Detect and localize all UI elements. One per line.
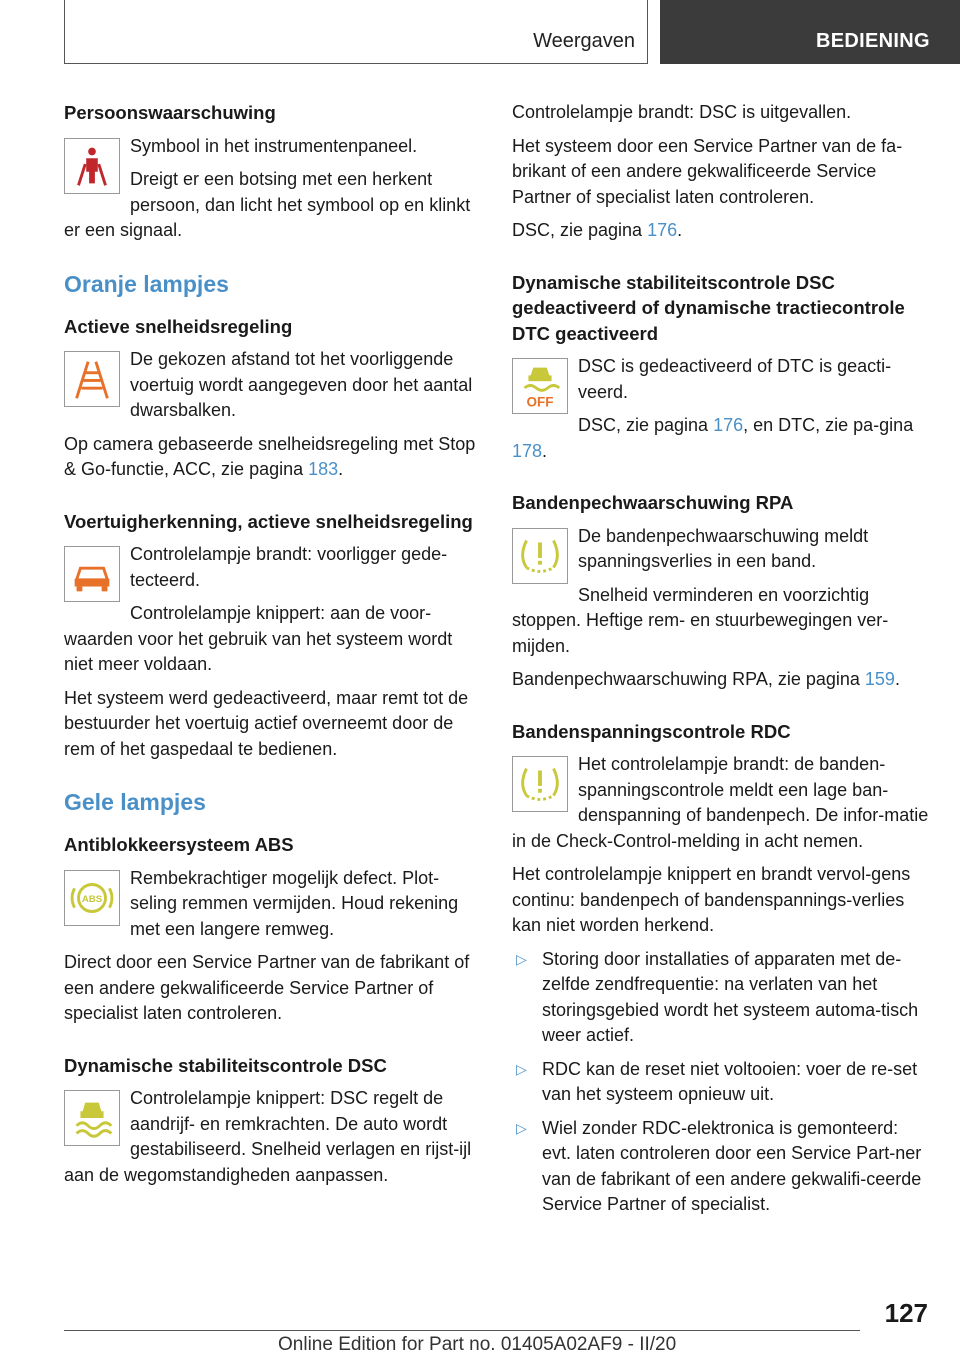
acc-text-2: Op camera gebaseerde snelheidsregeling met Stop & Go-functie, ACC, zie pagina 183. (64, 433, 476, 479)
triangle-bullet-icon: ▷ (516, 950, 527, 967)
right-column (512, 100, 930, 1226)
page-link-159[interactable]: 159 (864, 669, 895, 689)
rpa-text-3: Bandenpechwaarschuwing RPA, zie pagina 159. (512, 669, 900, 689)
oranje-heading: Oranje lampjes (64, 270, 229, 297)
list-item: ▷ Storing door installaties of apparaten met de‐zelfde zendfrequentie: na verlaten van het storingsgebied wordt het systeem automa‐tisch weer actief. (516, 948, 919, 1045)
page-header (0, 0, 960, 66)
dsc-ref-text: DSC, zie pagina 176. (512, 220, 683, 240)
rpa-heading: Bandenpechwaarschuwing RPA (512, 492, 794, 513)
acc-heading: Actieve snelheidsregeling (64, 315, 293, 337)
page-link-183[interactable]: 183 (308, 459, 339, 479)
footer-divider (64, 1330, 860, 1331)
acc-text-1: De gekozen afstand tot het voorliggende voertuig wordt aangegeven door het aantal dwarsbalken. (130, 349, 473, 420)
header-section-box (64, 0, 648, 64)
gele-heading: Gele lampjes (64, 789, 206, 815)
person-warning-icon (64, 138, 120, 194)
dscoff-text-2: DSC, zie pagina 176, en DTC, zie pa‐gina 178. (512, 415, 914, 461)
list-item: ▷ Wiel zonder RDC-elektronica is gemonteerd: evt. laten controleren door een Service Part‐ner van de fabrikant of een andere gekwalifi‐ceerde Service Partner of specialist. (516, 1117, 922, 1214)
vehicle-detected-icon (64, 546, 120, 602)
voertuig-heading: Voertuigherkenning, actieve snelheidsregeling (64, 510, 473, 532)
dscoff-text-1: DSC is gedeactiveerd of DTC is geacti‐veerd. (578, 356, 892, 402)
abs-text-1: Rembekrachtiger mogelijk defect. Plot‐seling remmen vermijden. Houd rekening met een langere remweg. (130, 867, 459, 939)
svg-text:OFF: OFF (526, 394, 554, 410)
dsc-icon (64, 1090, 120, 1146)
page-number: 127 (884, 1298, 928, 1328)
footer-edition: Online Edition for Part no. 01405A02AF9 - II/20 (278, 1334, 677, 1355)
abs-text-2: Direct door een Service Partner van de fabrikant of een andere gekwalificeerde Service Partner of specialist laten controleren. (64, 952, 470, 1023)
voertuig-text-3: Het systeem werd gedeactiveerd, maar remt tot de bestuurder het voertuig actief overneemt door de rem of het gaspedaal te bedienen. (64, 687, 469, 759)
persoon-text-2: Dreigt er een botsing met een herkent persoon, dan licht het symbool op en klinkt er een signaal. (64, 169, 471, 240)
abs-heading: Antiblokkeersysteem ABS (64, 834, 294, 855)
persoon-text-1: Symbool in het instrumentenpaneel. (130, 135, 418, 156)
rdc-text-2: Het controlelampje knippert en brandt vervol‐gens continu: bandenpech of bandenspannings‐verlies kan niet worden herkend. (512, 864, 911, 935)
rdc-heading: Bandenspanningscontrole RDC (512, 720, 791, 742)
left-column (64, 100, 482, 1196)
page-link-176[interactable]: 176 (647, 220, 678, 240)
rdc-list (512, 947, 930, 1218)
svg-text:ABS: ABS (81, 893, 103, 905)
tire-pressure-icon (512, 756, 568, 812)
header-section-title: Weergaven (533, 30, 635, 52)
rpa-text-1: De bandenpechwaarschuwing meldt spanningsverlies in een band. (578, 525, 869, 571)
dsc-fail-text-2: Het systeem door een Service Partner van de fa‐brikant of een andere gekwalificeerde Service Partner of specialist laten controleren. (512, 135, 903, 207)
voertuig-text-2: Controlelampje knippert: aan de voor‐waarden voor het gebruik van het systeem wordt niet meer voldaan. (64, 603, 453, 674)
tire-pressure-icon (512, 528, 568, 584)
acc-distance-icon (64, 351, 120, 407)
triangle-bullet-icon: ▷ (516, 1060, 527, 1077)
header-chapter-box (660, 0, 960, 64)
dsc-text-1: Controlelampje knippert: DSC regelt de aandrijf- en remkrachten. De auto wordt gestabiliseerd. Snelheid verlagen en rijst‐ijl aan de wegomstandigheden aanpassen. (64, 1088, 472, 1185)
voertuig-text-1: Controlelampje brandt: voorligger gede‐tecteerd. (130, 544, 448, 590)
dsc-off-icon (512, 358, 568, 414)
abs-icon (64, 870, 120, 926)
header-chapter-title: BEDIENING (816, 30, 930, 52)
triangle-bullet-icon: ▷ (516, 1119, 527, 1136)
rdc-text-1: Het controlelampje brandt: de banden‐spanningscontrole meldt een lage ban‐denspanning of bandenpech. De infor‐matie in de Check-Control-melding in acht nemen. (512, 754, 929, 851)
rpa-text-2: Snelheid verminderen en voorzichtig stoppen. Heftige rem- en stuurbewegingen ver‐mijden. (512, 584, 889, 656)
list-item: ▷ RDC kan de reset niet voltooien: voer de re‐set van het systeem opnieuw uit. (516, 1058, 918, 1104)
dscoff-heading: Dynamische stabiliteitscontrole DSC gedeactiveerd of dynamische tractiecontrole DTC geactiveerd (512, 271, 905, 344)
page-link-176[interactable]: 176 (713, 415, 744, 435)
persoon-heading: Persoonswaarschuwing (64, 102, 276, 123)
dsc-heading: Dynamische stabiliteitscontrole DSC (64, 1054, 387, 1076)
page-link-178[interactable]: 178 (512, 440, 543, 461)
dsc-fail-text-1: Controlelampje brandt: DSC is uitgevallen. (512, 102, 852, 122)
